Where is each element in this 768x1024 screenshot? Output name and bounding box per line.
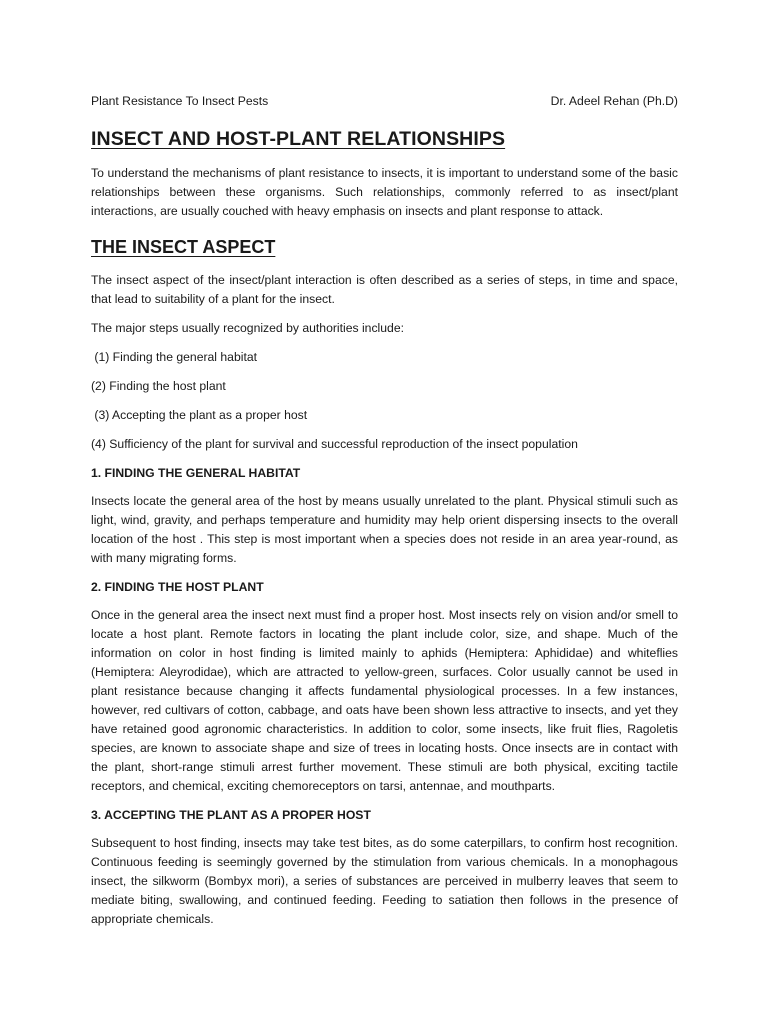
step-item: (4) Sufficiency of the plant for survival and successful reproduction of the insect population	[91, 437, 578, 451]
running-header	[91, 92, 678, 110]
document-title: INSECT AND HOST-PLANT RELATIONSHIPS	[91, 128, 506, 150]
paragraph-accepting-plant: Subsequent to host finding, insects may take test bites, as do some caterpillars, to confirm host recognition. Continuous feeding is seemingly governed by the stimulation from various chemicals. In a monophagous insect, the silkworm (Bombyx mori), a series of substances are perceived in mulberry leaves that seem to mediate biting, swallowing, and continued feeding. Feeding to satiation then follows in the presence of appropriate chemicals.	[91, 836, 678, 926]
subheading-general-habitat: 1. FINDING THE GENERAL HABITAT	[91, 466, 301, 480]
step-item: (3) Accepting the plant as a proper host	[91, 408, 308, 422]
paragraph-host-plant: Once in the general area the insect next must find a proper host. Most insects rely on vision and/or smell to locate a host plant. Remote factors in locating the plant include color, size, and shape. Much of the information on color in host finding is limited mainly to aphids (Hemiptera: Aphididae) and whiteflies (Hemiptera: Aleyrodidae), which are attracted to yellow-green, surfaces. Color usually cannot be used in plant resistance because changing it affects fundamental physiological processes. In a few instances, however, red cultivars of cotton, cabbage, and oats have been shown less attractive to insects, and yet they have retained good agronomic characteristics. In addition to color, some insects, like fruit flies, Ragoletis species, are known to associate shape and size of trees in locating hosts. Once insects are in contact with the plant, short-range stimuli arrest further movement. These stimuli are both physical, exciting tactile receptors, and chemical, exciting chemoreceptors on tarsi, antennae, and mouthparts.	[91, 608, 678, 793]
section-heading-insect-aspect: THE INSECT ASPECT	[91, 237, 276, 257]
intro-paragraph: To understand the mechanisms of plant resistance to insects, it is important to understand some of the basic relationships between these organisms. Such relationships, commonly referred to as insect/plant interactions, are usually couched with heavy emphasis on insects and plant response to attack.	[91, 166, 678, 218]
document-page	[91, 92, 678, 929]
header-author: Dr. Adeel Rehan (Ph.D)	[550, 94, 678, 108]
paragraph-general-habitat: Insects locate the general area of the host by means usually unrelated to the plant. Physical stimuli such as light, wind, gravity, and perhaps temperature and humidity may help orient dispersing insects to the overall location of the host . This step is most important when a species does not reside in an area year-round, as with many migrating forms.	[91, 494, 678, 565]
section-paragraph-1: The insect aspect of the insect/plant interaction is often described as a series of steps, in time and space, that lead to suitability of a plant for the insect.	[91, 273, 678, 306]
subheading-host-plant: 2. FINDING THE HOST PLANT	[91, 580, 264, 594]
header-course-title: Plant Resistance To Insect Pests	[91, 94, 269, 108]
section-paragraph-2: The major steps usually recognized by authorities include:	[91, 321, 404, 335]
step-item: (1) Finding the general habitat	[91, 350, 257, 364]
step-item: (2) Finding the host plant	[91, 379, 226, 393]
subheading-accepting-plant: 3. ACCEPTING THE PLANT AS A PROPER HOST	[91, 808, 371, 822]
